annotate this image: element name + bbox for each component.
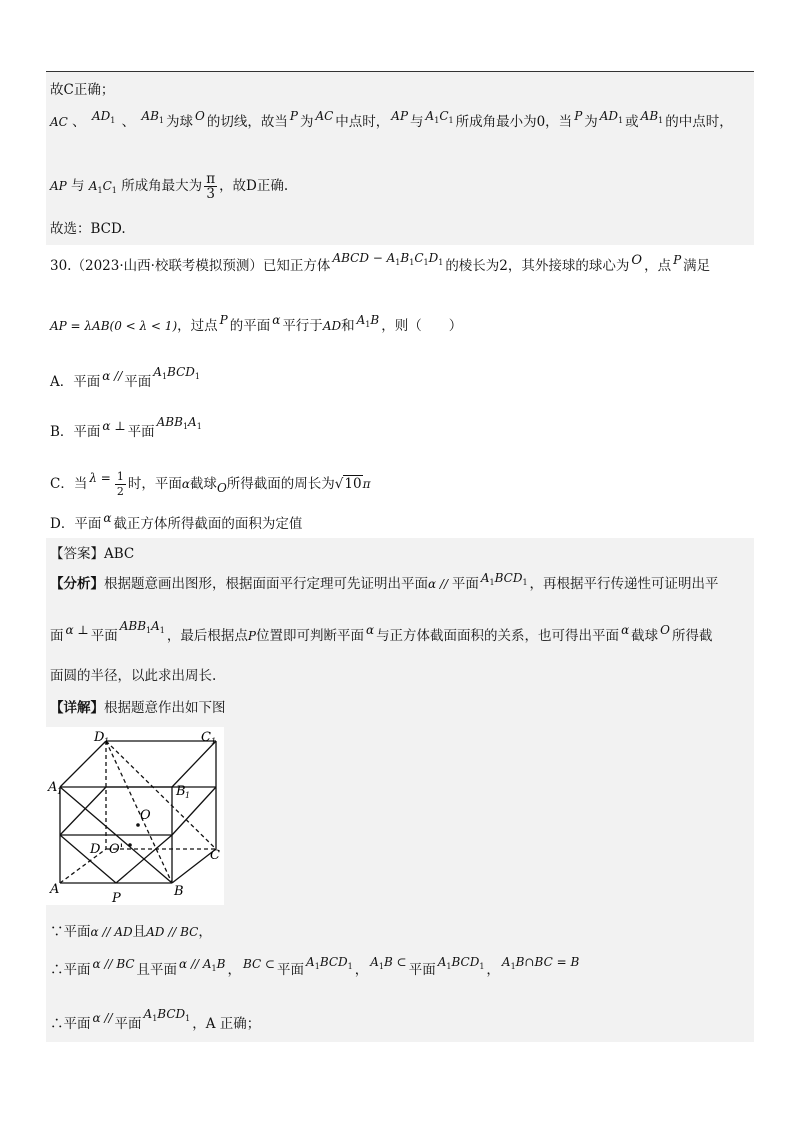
- diag-d1b: [106, 741, 172, 883]
- solution-step2: ∴平面 α // BC 且平面 α // $A_1B$ ， BC ⊂ 平面 $A_1BCD_1$ ， $A_1B$ ⊂ 平面 $A_1BCD_1$ ， $A_1B\cap BC = B$: [50, 955, 580, 978]
- option-a[interactable]: A．平面 α // 平面$A_1BCD_1$: [50, 365, 200, 390]
- solution-shade-top: [46, 72, 754, 245]
- solution-step1: ∵平面α // AD且AD // BC，: [50, 924, 212, 940]
- svg-text:1: 1: [104, 737, 110, 746]
- solution-analysis-line3: 面圆的半径，以此求出周长.: [50, 668, 217, 684]
- svg-text:A: A: [48, 780, 58, 795]
- option-d[interactable]: D．平面 α 截正方体所得截面的面积为定值: [50, 511, 303, 532]
- solution-analysis-line1: 【分析】根据题意画出图形，根据面面平行定理可先证明出平面α // 平面 $A_1BCD_1$ ，再根据平行传递性可证明出平: [50, 571, 719, 592]
- solution-analysis-line2: 面 α ⊥ 平面$ABB_1A_1$ ，最后根据点P位置即可判断平面 α 与正方体截面面积的关系，也可得出平面 α 截球 O 所得截: [50, 619, 713, 644]
- svg-text:A: A: [50, 882, 60, 897]
- section-p-left: [60, 835, 116, 883]
- svg-text:D: D: [94, 730, 105, 745]
- svg-text:O': O': [109, 842, 124, 857]
- point-o-prime: [128, 843, 132, 847]
- question-30-line2: AP = λAB(0 < λ < 1)，过点 P 的平面 α 平行于AD和 $A_1B$ ，则（ ）: [50, 313, 463, 334]
- diag-d1c: [106, 741, 216, 849]
- option-c[interactable]: C．当 λ = $\frac{1}{2}$ 时，平面α截球O所得截面的周长为√10π: [50, 470, 371, 498]
- prev-answer: 故选：BCD.: [50, 221, 126, 237]
- svg-text:B: B: [176, 784, 186, 799]
- solution-answer: 【答案】ABC: [50, 546, 135, 562]
- svg-text:O: O: [140, 808, 151, 823]
- option-b[interactable]: B．平面 α ⊥ 平面$ABB_1A_1$: [50, 415, 202, 440]
- svg-text:D: D: [90, 842, 101, 857]
- cube-figure: [46, 727, 224, 905]
- svg-text:C: C: [201, 730, 211, 745]
- svg-text:1: 1: [185, 791, 191, 800]
- prev-c-correct: 故C正确；: [50, 82, 115, 98]
- prev-d-line1: AC 、 $AD_1$ 、 $AB_1$ 为球 O 的切线，故当 P 为 AC 中点时， AP 与 $A_1C_1$ 所成角最小为0，当 P 为 $AD_1$ 或 $AB_1$ 的中点时，: [50, 109, 733, 130]
- solution-detail-heading: 【详解】根据题意作出如下图: [50, 700, 226, 716]
- svg-text:B: B: [174, 884, 184, 899]
- edge-b1c1: [172, 741, 216, 787]
- cube-diagram: [46, 727, 224, 905]
- svg-text:P: P: [112, 891, 121, 905]
- solution-step3: ∴平面 α // 平面$A_1BCD_1$ ，A 正确；: [50, 1007, 261, 1032]
- question-30-line1: 30.（2023·山西·校联考模拟预测）已知正方体 ABCD − $A_1B_1C_1D_1$ 的棱长为2，其外接球的球心为 O ，点 P 满足: [50, 251, 711, 274]
- svg-text:C: C: [210, 848, 220, 863]
- section-left: [60, 787, 106, 835]
- point-o: [136, 823, 140, 827]
- svg-text:1: 1: [57, 787, 63, 796]
- edge-a1d1: [60, 741, 106, 787]
- svg-text:1: 1: [211, 737, 217, 746]
- prev-d-line2: AP 与 $A_1C_1$ 所成角最大为 $\frac{\pi}{3}$ ，故D正确.: [50, 171, 289, 202]
